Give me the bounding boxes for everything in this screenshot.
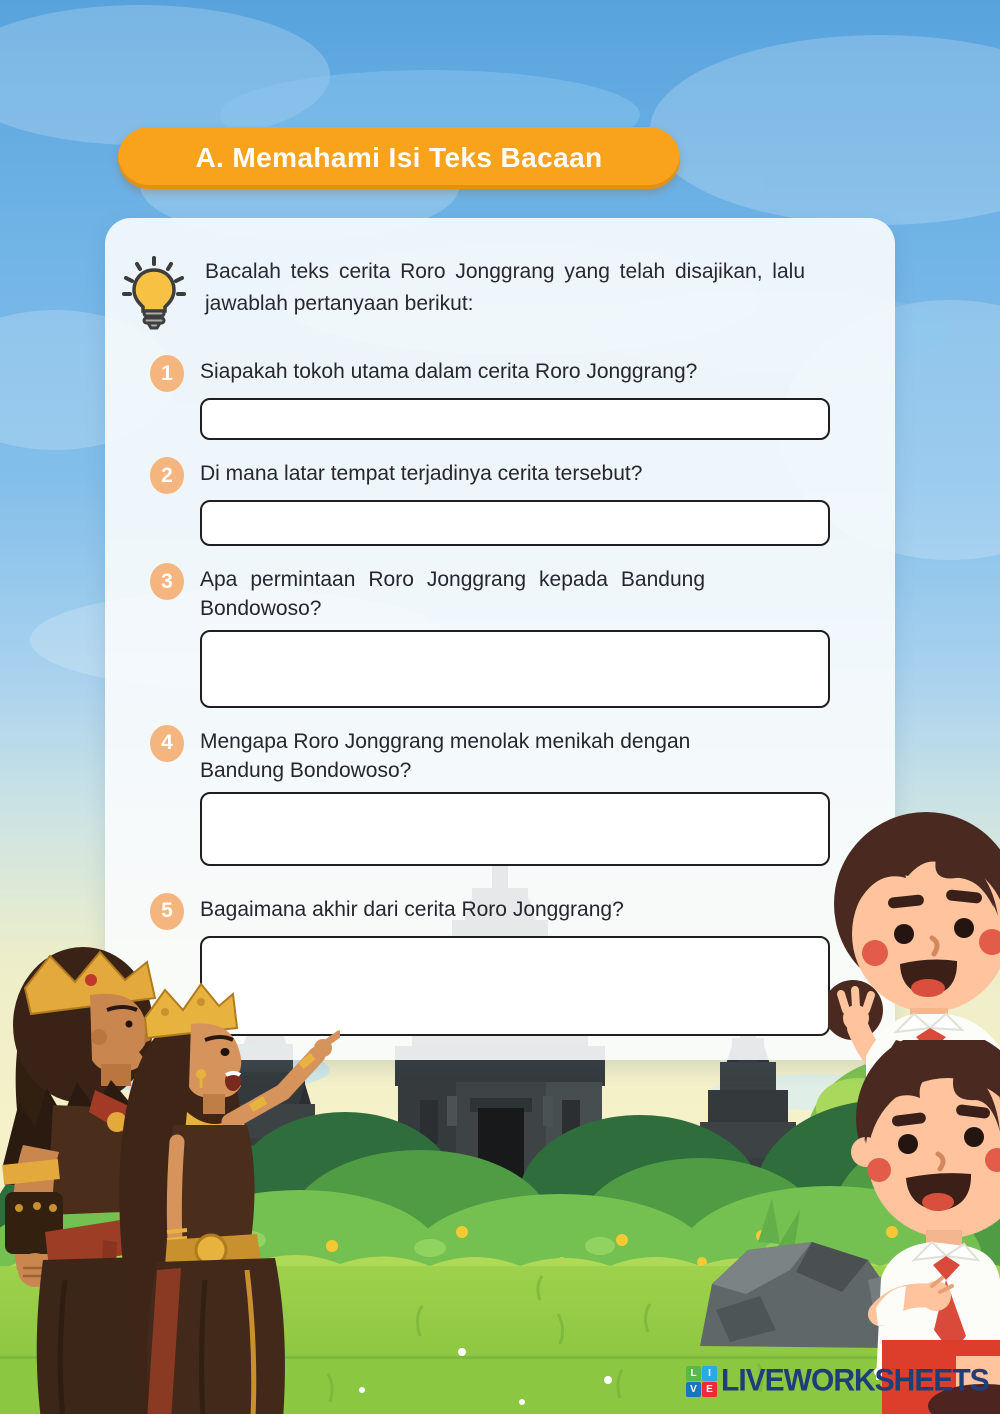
question-text-4: Mengapa Roro Jonggrang menolak menikah dengan Bandung Bondowoso? — [200, 729, 691, 782]
question-text-1: Siapakah tokoh utama dalam cerita Roro Jonggrang? — [200, 360, 698, 383]
answer-input-q3[interactable] — [200, 630, 830, 708]
liveworksheets-logo-icon — [686, 1366, 717, 1397]
worksheet-card — [105, 218, 895, 1060]
instruction-text: Bacalah teks cerita Roro Jonggrang yang telah disajikan, lalu jawablah pertanyaan berikut: — [205, 260, 805, 315]
question-item-3 — [150, 566, 895, 708]
question-item-1 — [150, 358, 895, 440]
question-text-5: Bagaimana akhir dari cerita Roro Jonggrang? — [200, 897, 624, 921]
section-title: A. Memahami Isi Teks Bacaan — [195, 142, 603, 173]
answer-input-q1[interactable] — [200, 398, 830, 440]
answer-input-q4[interactable] — [200, 792, 830, 866]
question-number-badge: 3 — [150, 563, 184, 600]
instruction-row — [117, 252, 845, 330]
questions-list — [105, 358, 895, 1036]
roro-jonggrang-and-bandung-bondowoso-illustration — [0, 940, 340, 1414]
logo-block-L: L — [686, 1366, 701, 1381]
question-number-badge: 4 — [150, 725, 184, 762]
logo-block-I: I — [702, 1366, 717, 1381]
question-number-badge: 1 — [150, 355, 184, 392]
question-item-4 — [150, 728, 895, 866]
answer-input-q2[interactable] — [200, 500, 830, 546]
question-number-badge: 2 — [150, 457, 184, 494]
question-text-3: Apa permintaan Roro Jonggrang kepada Bandung Bondowoso? — [200, 568, 705, 620]
logo-block-E: E — [702, 1382, 717, 1397]
schoolboy-character-illustration — [836, 1040, 1000, 1414]
logo-block-V: V — [686, 1382, 701, 1397]
question-item-2 — [150, 460, 895, 546]
lightbulb-icon — [117, 252, 191, 330]
liveworksheets-logo-text: LIVEWORKSHEETS — [721, 1362, 989, 1398]
section-title-banner — [118, 127, 680, 189]
question-number-badge: 5 — [150, 893, 184, 930]
question-text-2: Di mana latar tempat terjadinya cerita tersebut? — [200, 462, 643, 485]
liveworksheets-logo — [686, 1364, 989, 1398]
